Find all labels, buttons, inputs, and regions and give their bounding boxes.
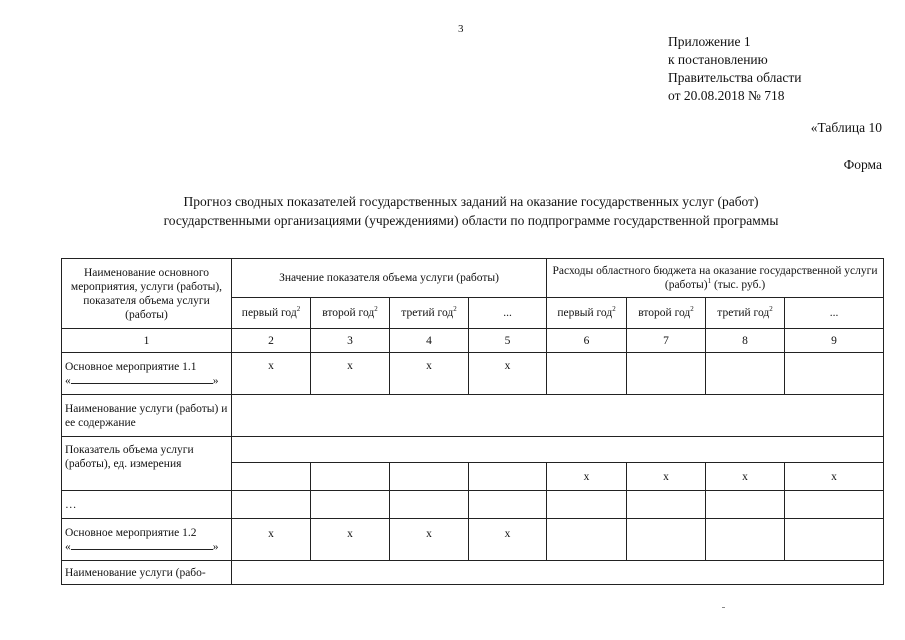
x-mark: х [627,463,706,491]
x-mark: х [311,519,390,561]
header-year-cell [390,298,469,329]
event-quote: « » [65,374,219,387]
table-row [62,437,884,463]
footnote-mark: 2 [296,305,301,314]
column-number: 9 [785,329,884,353]
x-mark: х [311,353,390,395]
empty-cell [311,463,390,491]
header-year-cell [311,298,390,329]
empty-cell [785,491,884,519]
title-line: Прогноз сводных показателей государственных заданий на оказание государственных услуг (работ) [183,194,759,209]
event-title: Основное мероприятие 1.1 [65,360,197,373]
header-budget-text: Расходы областного бюджета на оказание государственной услуги (работы) [552,265,878,291]
header-year-cell [706,298,785,329]
approval-line: Приложение 1 [668,34,751,49]
empty-cell [627,353,706,395]
document-title [60,192,882,230]
x-mark: х [785,463,884,491]
column-number: 1 [62,329,232,353]
x-mark: х [547,463,627,491]
empty-cell [547,491,627,519]
header-year-cell [627,298,706,329]
service-name-cell: Наименование услуги (рабо- [62,561,232,585]
empty-cell [627,519,706,561]
x-mark: х [469,353,547,395]
approval-line: от 20.08.2018 № 718 [668,88,785,103]
header-year-cell: ... [469,298,547,329]
column-number: 6 [547,329,627,353]
event-quote: « » [65,540,219,553]
footnote-mark: 2 [612,305,616,314]
column-number: 4 [390,329,469,353]
year-label: второй год [638,307,691,319]
scan-artifact [722,607,725,608]
header-budget-unit: (тыс. руб.) [711,279,766,291]
event-cell [62,519,232,561]
page-number: 3 [458,23,464,35]
x-mark: х [232,519,311,561]
column-number: 8 [706,329,785,353]
footnote-mark: 2 [690,305,694,314]
table-row [62,395,884,437]
table-row [62,491,884,519]
ellipsis-cell: … [62,491,232,519]
empty-cell [390,463,469,491]
x-mark: х [232,353,311,395]
header-year-cell: ... [785,298,884,329]
year-label: третий год [401,307,454,319]
empty-cell [232,437,884,463]
event-title: Основное мероприятие 1.2 [65,526,197,539]
empty-cell [706,491,785,519]
empty-cell [469,491,547,519]
table-row [62,353,884,395]
footnote-mark: 2 [769,305,773,314]
column-number: 7 [627,329,706,353]
header-year-cell [232,298,311,329]
event-cell [62,353,232,395]
header-year-cell [547,298,627,329]
empty-cell [547,519,627,561]
empty-cell [785,353,884,395]
empty-cell [311,491,390,519]
approval-line: Правительства области [668,70,802,85]
empty-cell [232,491,311,519]
empty-cell [706,519,785,561]
x-mark: х [706,463,785,491]
header-name-cell: Наименование основного мероприятия, услуги (работы), показателя объема услуги (работы) [62,259,232,329]
table-row [62,519,884,561]
x-mark: х [390,353,469,395]
header-volume-group: Значение показателя объема услуги (работы) [232,259,547,298]
header-budget-group [547,259,884,298]
form-label: Форма [843,157,882,172]
column-number: 5 [469,329,547,353]
column-number: 3 [311,329,390,353]
table-number: «Таблица 10 [810,120,882,135]
forecast-table [61,258,884,585]
empty-cell [232,395,884,437]
year-label: первый год [557,307,613,319]
empty-cell [232,561,884,585]
indicator-cell: Показатель объема услуги (работы), ед. измерения [62,437,232,491]
footnote-mark: 1 [707,277,712,286]
footnote-mark: 2 [453,305,457,314]
approval-line: к постановлению [668,52,768,67]
empty-cell [785,519,884,561]
year-label: второй год [322,307,375,319]
column-number-row [62,329,884,353]
x-mark: х [469,519,547,561]
year-label: первый год [241,307,297,319]
empty-cell [627,491,706,519]
x-mark: х [390,519,469,561]
empty-cell [469,463,547,491]
footnote-mark: 2 [374,305,378,314]
approval-block [668,33,801,105]
empty-cell [232,463,311,491]
table-row [62,561,884,585]
service-name-cell: Наименование услуги (работы) и ее содержание [62,395,232,437]
column-number: 2 [232,329,311,353]
empty-cell [706,353,785,395]
empty-cell [547,353,627,395]
empty-cell [390,491,469,519]
year-label: третий год [717,307,770,319]
title-line: государственными организациями (учреждениями) области по подпрограмме государственной программы [163,213,779,228]
